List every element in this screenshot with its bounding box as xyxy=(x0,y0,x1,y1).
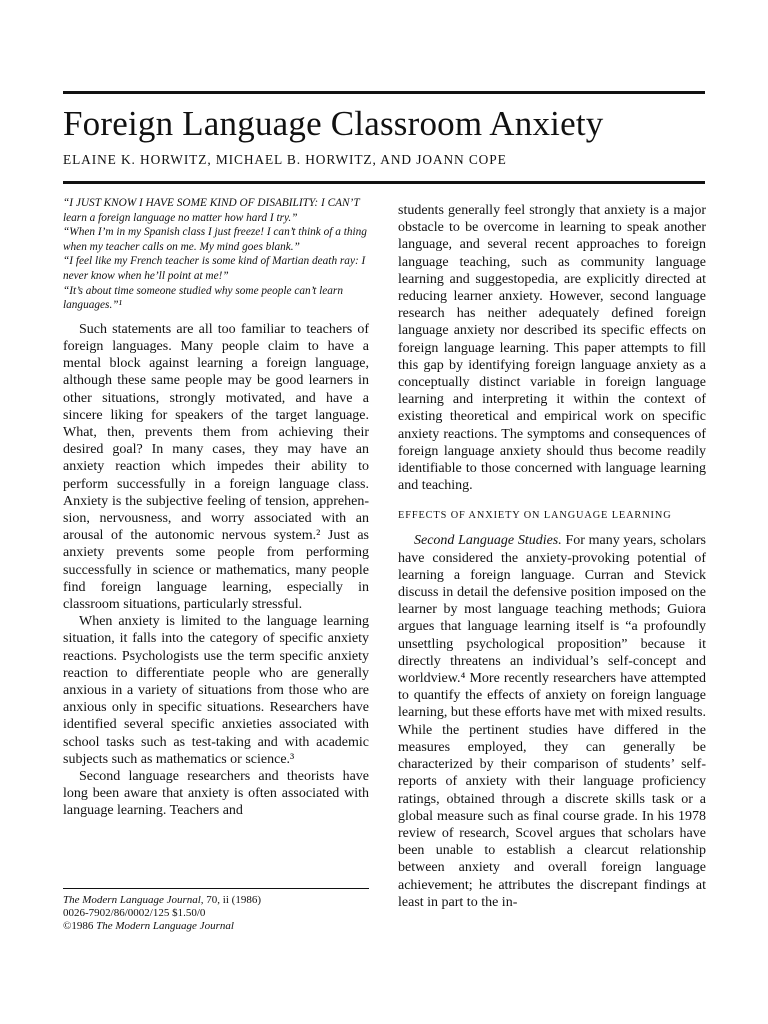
header-rule xyxy=(63,181,705,184)
article-title: Foreign Language Classroom Anxiety xyxy=(63,104,604,143)
epigraph-quote: “I JUST KNOW I HAVE SOME KIND OF DISABILITY: I CAN’T learn a foreign language no matter how hard I try.” xyxy=(63,197,360,224)
journal-name: The Modern Language Journal, xyxy=(63,894,204,906)
body-paragraph: students generally feel strongly that anxiety is a major obstacle to be overcome in learning to speak another language, and several recent approaches to foreign language teaching, such as community language learning and suggestopedia, are explicitly directed at reducing learner anxiety. However, second language research has neither adequately defined foreign language anxiety nor described its specific effects on foreign language learning. This paper attempts to fill this gap by identifying foreign language anxiety as a conceptually distinct variable in foreign language learning and interpreting it within the context of existing theoretical and empirical work on specific anxiety reactions. The symptoms and consequences of foreign language anxiety should thus become readily identifiable to those concerned with language learning and teaching. xyxy=(398,203,706,494)
footnote-copyright-line xyxy=(63,920,369,933)
footnote-rule xyxy=(63,888,369,889)
body-paragraph: Second language researchers and theorists have long been aware that anxiety is often associated with language learning. Teachers and xyxy=(63,769,369,819)
section-heading: EFFECTS OF ANXIETY ON LANGUAGE LEARNING xyxy=(398,510,672,522)
body-paragraph: When anxiety is limited to the language learning situation, it falls into the category of specific anxiety reactions. Psychologists use the term specific anxiety reaction to differentiate people who are generally anxious in a variety of situations from those who are anxious only in specific situations. Researchers have identified several specific anxieties associated with school tasks such as test-taking and with academic subjects such as mathematics or science.³ xyxy=(63,614,369,767)
body-paragraph xyxy=(398,532,706,910)
article-authors: ELAINE K. HORWITZ, MICHAEL B. HORWITZ, AND JOANN COPE xyxy=(63,152,507,167)
paragraph-text: For many years, scholars have considered the anxiety-provoking potential of learning a foreign language. Curran and Stevick discuss in detail the defensive position imposed on the learner by most language teaching methods; Guiora argues that language learning itself is “a profoundly unsettling psychological proposition” because it directly threatens an individual’s self-concept and worldview.⁴ More recently researchers have attempted to quantify the effects of anxiety on foreign language learning, but these efforts have met with mixed results. While the pertinent studies have differed in the measures employed, they can generally be characterized by their comparison of students’ self-reports of anxiety with their language proficiency ratings, obtained through a discrete skills task or a global measure such as final course grade. In his 1978 review of research, Scovel argues that scholars have been unable to establish a clearcut relationship between anxiety and overall foreign language achievement; he attributes the discrepant findings at least in part to the in- xyxy=(398,533,707,910)
publication-footnote xyxy=(63,894,369,934)
epigraph xyxy=(63,196,369,313)
right-column xyxy=(398,202,706,911)
epigraph-quote: “It’s about time someone studied why some people can’t learn languages.”¹ xyxy=(63,284,343,312)
copyright-mark: ©1986 xyxy=(63,920,97,933)
top-rule xyxy=(63,91,705,94)
runin-heading: Second Language Studies. xyxy=(414,533,562,549)
epigraph-quote: “When I’m in my Spanish class I just freeze! I can’t think of a thing when my teacher calls on me. My mind goes blank.” xyxy=(63,226,367,253)
footnote-codes: 0026-7902/86/0002/125 $1.50/0 xyxy=(63,907,206,920)
body-paragraph: Such statements are all too familiar to teachers of foreign languages. Many people claim to have a mental block against learning a foreign language, although these same people may be good learners in other situations, strongly motivated, and have a sincere liking for speakers of the target language. What, then, prevents them from achieving their desired goal? In many cases, they may have an anxiety reaction which impedes their ability to perform successfully in a foreign language class. Anxiety is the subjective feeling of tension, apprehension, nervousness, and worry associated with an arousal of the autonomic nervous system.² Just as anxiety prevents some people from performing successfully in science or mathematics, many people find foreign language learning, especially in classroom situations, particularly stressful. xyxy=(63,321,369,612)
footnote-journal-line xyxy=(63,894,369,907)
copyright-journal: The Modern Language Journal xyxy=(96,920,234,933)
volume-issue: 70, ii (1986) xyxy=(203,894,261,906)
epigraph-quote: “I feel like my French teacher is some kind of Martian death ray: I never know when he’ll point at me!” xyxy=(63,255,366,282)
left-column xyxy=(63,196,369,820)
